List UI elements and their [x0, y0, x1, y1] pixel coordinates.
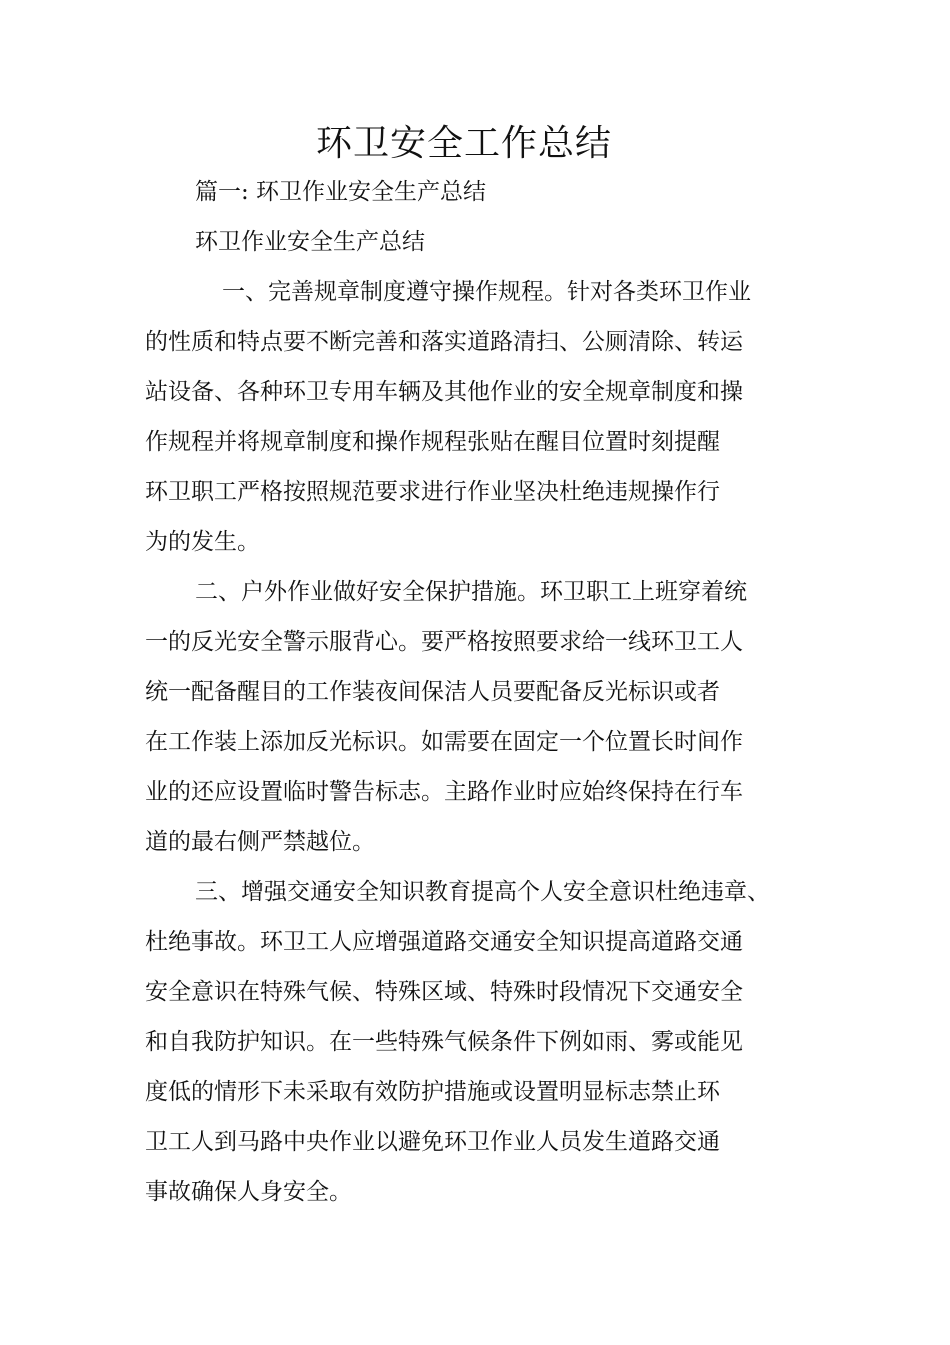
paragraph-line: 安全意识在特殊气候、特殊区域、特殊时段情况下交通安全	[145, 979, 743, 1005]
paragraph-line: 业的还应设置临时警告标志。主路作业时应始终保持在行车	[145, 779, 743, 805]
paragraph-line: 统一配备醒目的工作装夜间保洁人员要配备反光标识或者	[145, 679, 720, 705]
paragraph-line: 为的发生。	[145, 529, 260, 555]
subsection-heading: 环卫作业安全生产总结	[195, 229, 425, 255]
paragraph-line: 度低的情形下未采取有效防护措施或设置明显标志禁止环	[145, 1079, 720, 1105]
paragraph-line: 卫工人到马路中央作业以避免环卫作业人员发生道路交通	[145, 1129, 720, 1155]
paragraph-line: 道的最右侧严禁越位。	[145, 829, 375, 855]
paragraph-line: 环卫职工严格按照规范要求进行作业坚决杜绝违规操作行	[145, 479, 720, 505]
paragraph-line: 和自我防护知识。在一些特殊气候条件下例如雨、雾或能见	[145, 1029, 743, 1055]
paragraph-line: 的性质和特点要不断完善和落实道路清扫、公厕清除、转运	[145, 329, 743, 355]
paragraph-line: 作规程并将规章制度和操作规程张贴在醒目位置时刻提醒	[145, 429, 720, 455]
page-title: 环卫安全工作总结	[315, 123, 612, 164]
section-heading: 篇一: 环卫作业安全生产总结	[195, 179, 487, 205]
paragraph-line: 事故确保人身安全。	[145, 1179, 352, 1205]
paragraph-line: 二、户外作业做好安全保护措施。环卫职工上班穿着统	[195, 579, 747, 605]
paragraph-line: 站设备、各种环卫专用车辆及其他作业的安全规章制度和操	[145, 379, 743, 405]
paragraph-line: 在工作装上添加反光标识。如需要在固定一个位置长时间作	[145, 729, 743, 755]
paragraph-line: 一的反光安全警示服背心。要严格按照要求给一线环卫工人	[145, 629, 743, 655]
paragraph-line: 三、增强交通安全知识教育提高个人安全意识杜绝违章、	[195, 879, 770, 905]
paragraph-line: 一、完善规章制度遵守操作规程。针对各类环卫作业	[222, 279, 751, 305]
paragraph-line: 杜绝事故。环卫工人应增强道路交通安全知识提高道路交通	[145, 929, 743, 955]
